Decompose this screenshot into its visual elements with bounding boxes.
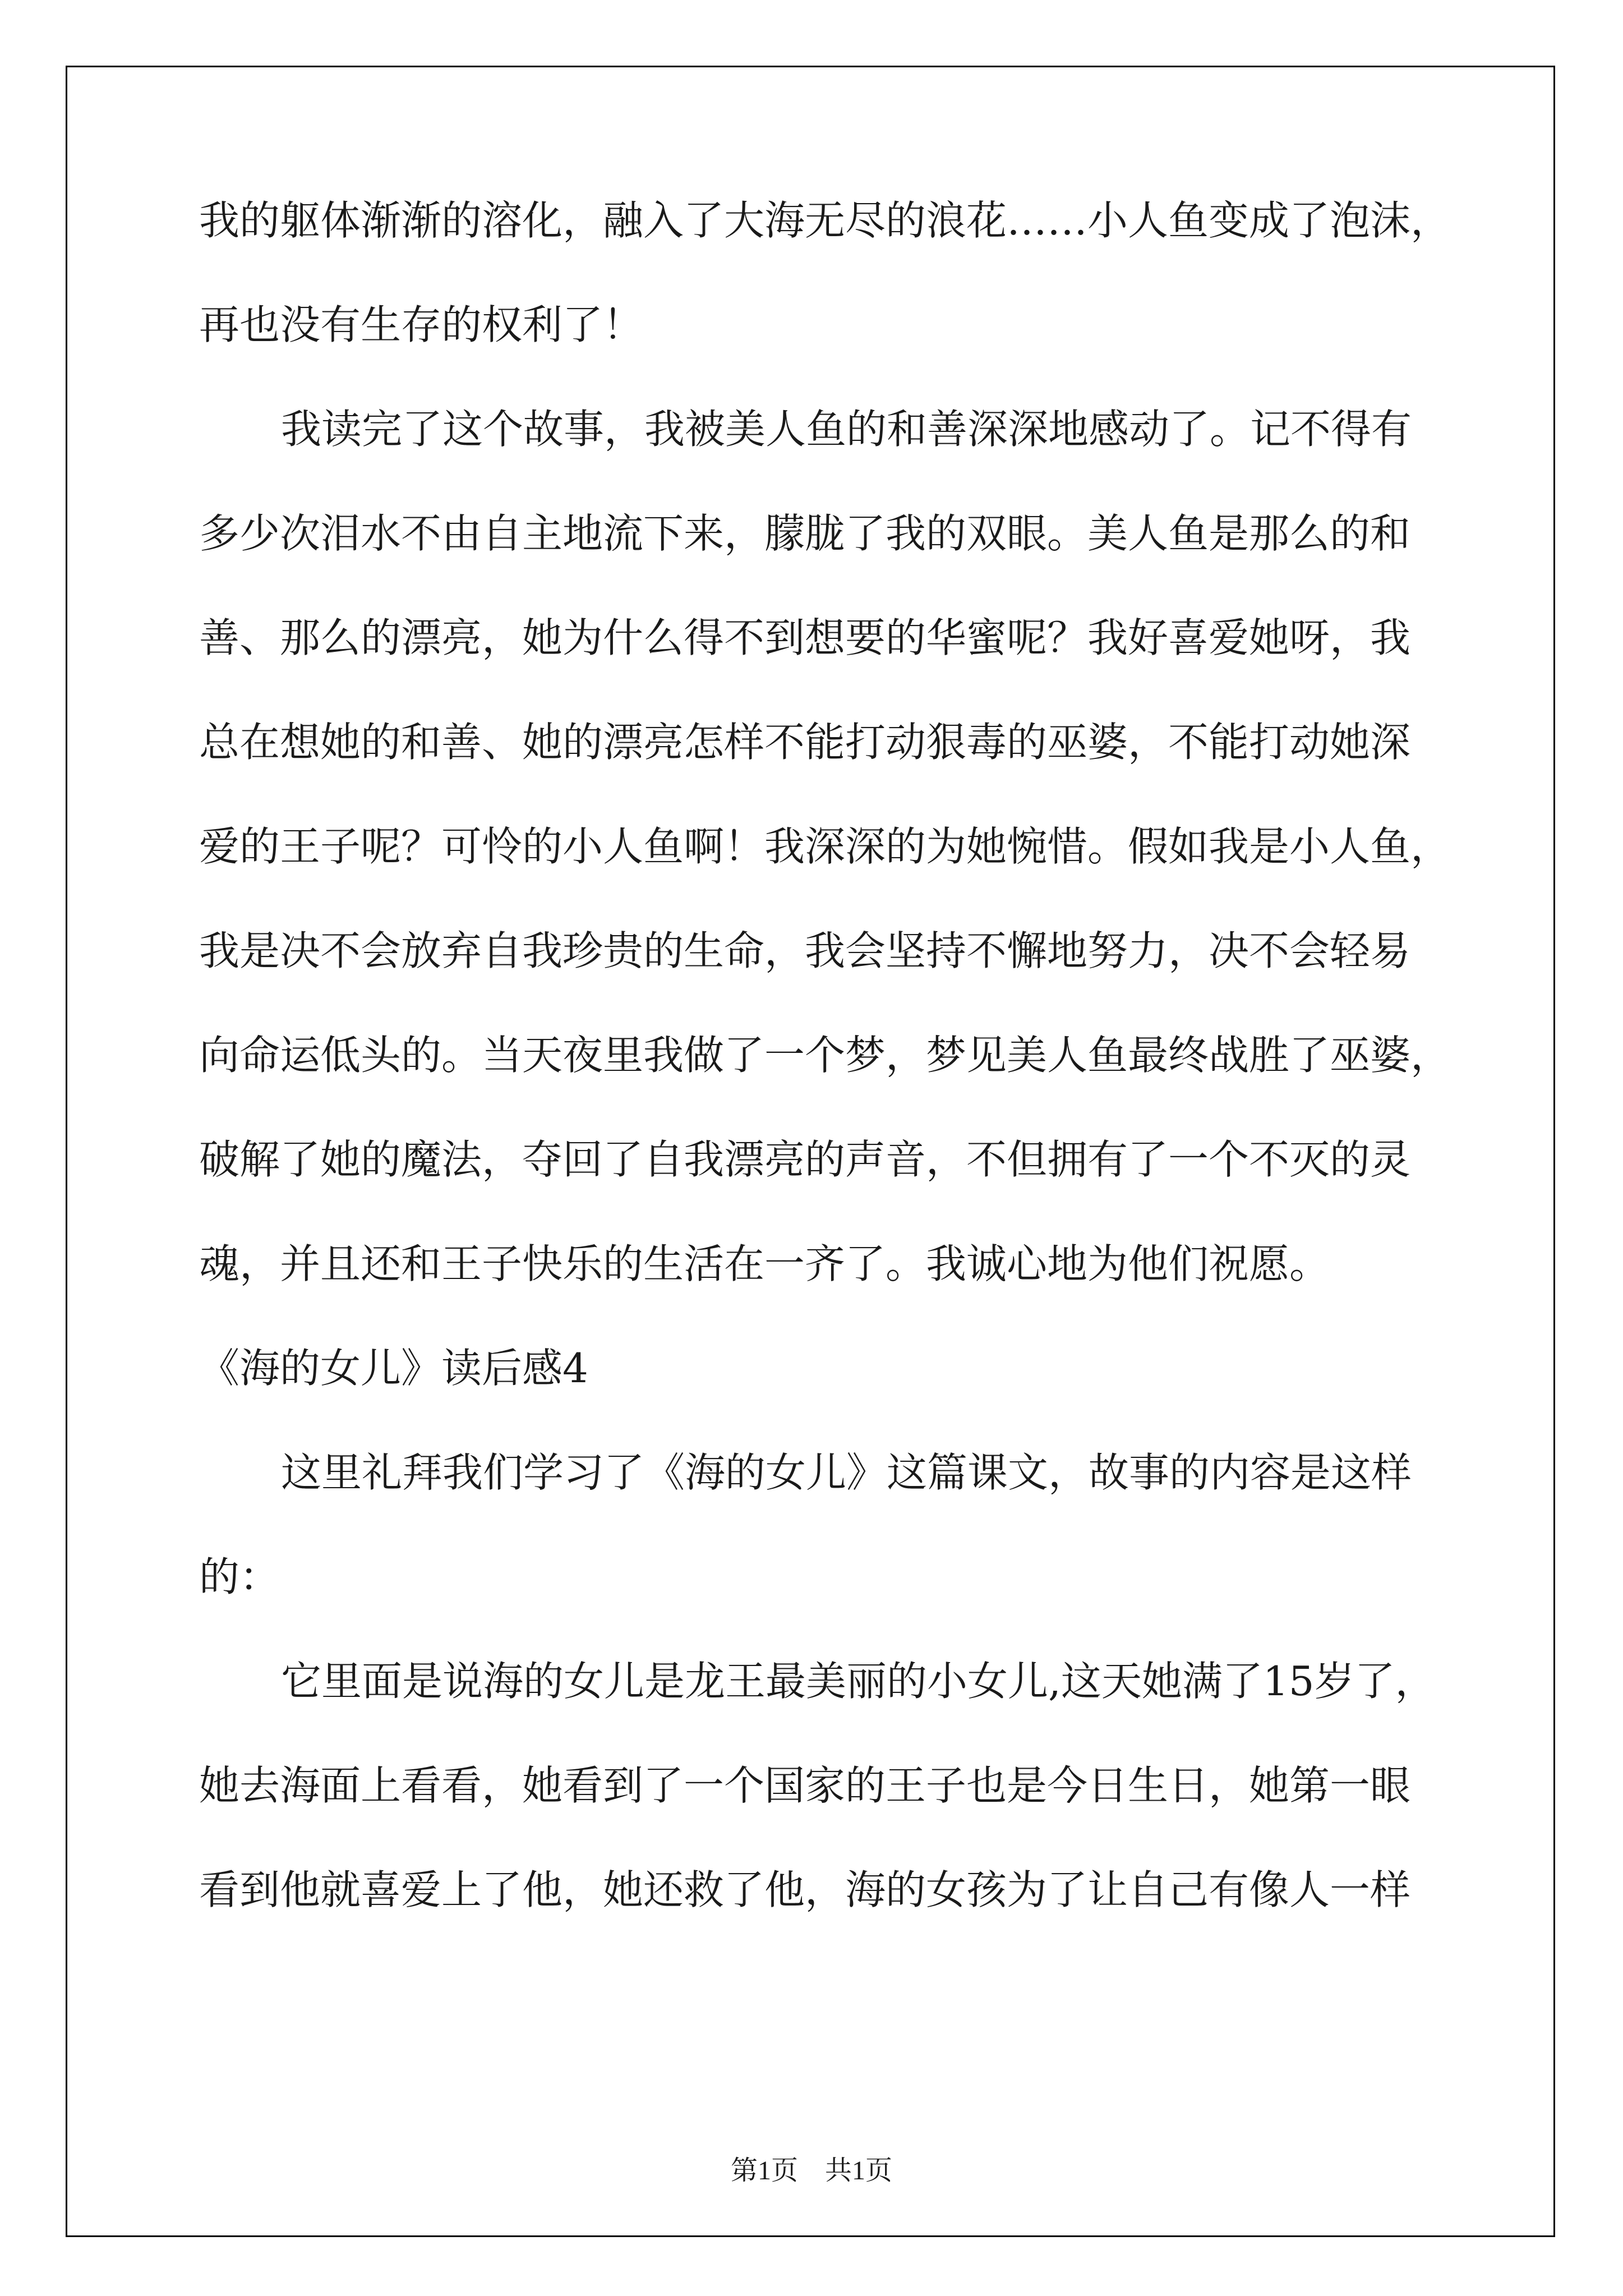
text-line: 我是决不会放弃自我珍贵的生命，我会坚持不懈地努力，决不会轻易 xyxy=(199,927,1411,974)
text-line: 她去海面上看看，她看到了一个国家的王子也是今日生日，她第一眼 xyxy=(199,1762,1411,1809)
text-line: 善、那么的漂亮，她为什么得不到想要的华蜜呢？我好喜爱她呀，我 xyxy=(199,614,1411,661)
text-line: 这里礼拜我们学习了《海的女儿》这篇课文，故事的内容是这样 xyxy=(281,1449,1412,1496)
text-line: 向命运低头的。当天夜里我做了一个梦，梦见美人鱼最终战胜了巫婆， xyxy=(199,1032,1451,1079)
section-heading xyxy=(199,1316,1450,1420)
paragraph-3 xyxy=(199,1420,1450,1629)
paragraph-1 xyxy=(199,168,1450,377)
paragraph-2 xyxy=(199,377,1450,1316)
text-line: 魂，并且还和王子快乐的生活在一齐了。我诚心地为他们祝愿。 xyxy=(199,1240,1330,1287)
paragraph-4 xyxy=(199,1629,1450,1942)
text-line: 看到他就喜爱上了他，她还救了他，海的女孩为了让自己有像人一样 xyxy=(199,1866,1411,1913)
text-line: 再也没有生存的权利了！ xyxy=(199,301,644,348)
text-line: 爱的王子呢？可怜的小人鱼啊！我深深的为她惋惜。假如我是小人鱼， xyxy=(199,823,1451,870)
text-line: 总在想她的和善、她的漂亮怎样不能打动狠毒的巫婆，不能打动她深 xyxy=(199,719,1411,766)
text-line: 我读完了这个故事，我被美人鱼的和善深深地感动了。记不得有 xyxy=(281,406,1412,453)
text-line: 我的躯体渐渐的溶化，融入了大海无尽的浪花……小人鱼变成了泡沫， xyxy=(199,197,1451,244)
text-line: 它里面是说海的女儿是龙王最美丽的小女儿,这天她满了15岁了， xyxy=(281,1658,1436,1705)
page-footer: 第1页 共1页 xyxy=(730,2156,892,2185)
document-body xyxy=(199,168,1450,1942)
heading-text: 《海的女儿》读后感4 xyxy=(199,1345,588,1392)
text-line: 破解了她的魔法，夺回了自我漂亮的声音，不但拥有了一个不灭的灵 xyxy=(199,1136,1411,1183)
text-line: 多少次泪水不由自主地流下来，朦胧了我的双眼。美人鱼是那么的和 xyxy=(199,510,1411,557)
text-line: 的： xyxy=(199,1553,280,1600)
